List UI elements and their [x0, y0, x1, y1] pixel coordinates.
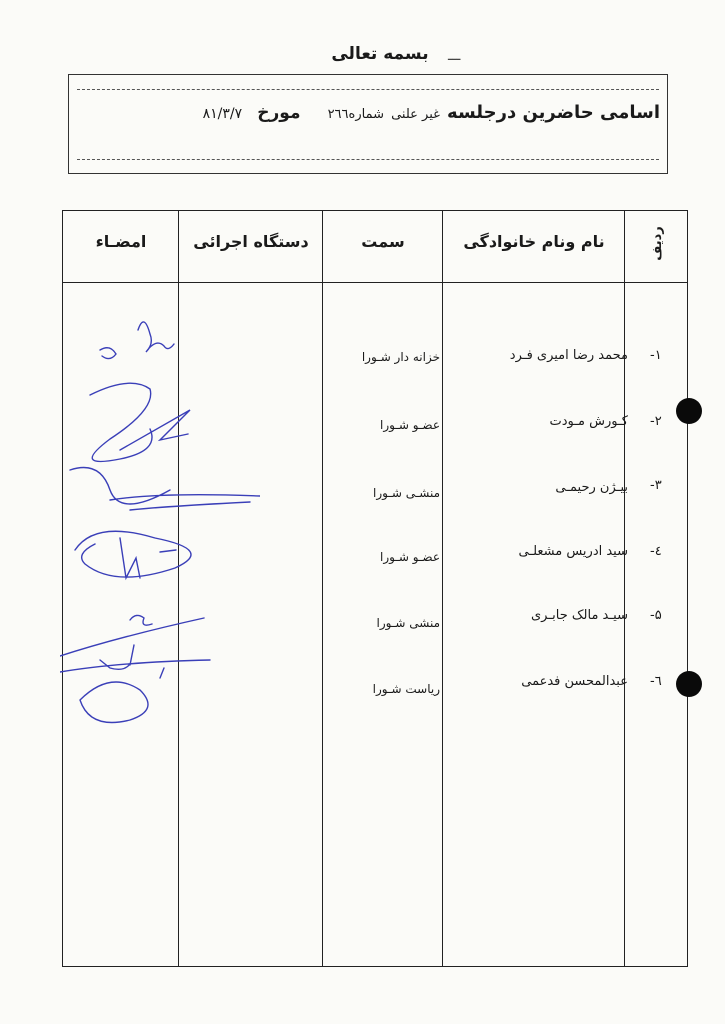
row-number: -۱: [650, 348, 662, 363]
row-number: -٤: [650, 544, 662, 559]
column-divider-name: [442, 210, 443, 967]
column-header-name: نام ونام خانوادگی: [463, 232, 605, 251]
column-divider-role: [322, 210, 323, 967]
title-session-number: شماره۲٦٦: [327, 107, 384, 122]
punch-hole: [676, 398, 702, 424]
heading-mark: ـــ: [448, 48, 461, 64]
row-role: ریاست شـورا: [372, 682, 440, 696]
dashed-line-top: [77, 89, 659, 90]
row-name: بیـژن رحیمـی: [555, 480, 628, 495]
row-number: -۵: [650, 608, 662, 623]
signatures-scribbles: [60, 300, 260, 730]
row-number: -۲: [650, 414, 662, 429]
column-header-agency: دستگاه اجرائی: [193, 232, 309, 251]
row-name: عبدالمحسن فدعمی: [521, 674, 628, 689]
document-heading: بسمه تعالی: [331, 44, 429, 64]
row-role: منشی شـورا: [376, 616, 440, 630]
title-date: ۸۱/۳/۷: [202, 106, 243, 122]
row-role: عضـو شـورا: [380, 550, 440, 564]
row-name: کـورش مـودت: [549, 414, 628, 429]
signature-3: [70, 468, 260, 511]
column-header-row-number: [632, 214, 682, 276]
row-role: خزانه دار شـورا: [361, 350, 440, 364]
column-divider-row: [624, 210, 625, 967]
title-date-label: مورخ: [257, 103, 301, 123]
signature-2: [90, 383, 190, 461]
signature-1: [100, 322, 174, 359]
signature-4: [75, 531, 191, 578]
dashed-line-bottom: [77, 159, 659, 160]
row-role: عضـو شـورا: [380, 418, 440, 432]
row-name: سیـد مالک جابـری: [530, 608, 628, 623]
punch-hole: [676, 671, 702, 697]
signature-5: [60, 615, 210, 672]
row-name: محمد رضا امیری فـرد: [509, 348, 628, 363]
title-session-type: غیر علنی: [391, 107, 440, 122]
row-name: سید ادریس مشعلـی: [518, 544, 628, 559]
column-header-signature: امضـاء: [95, 232, 147, 251]
column-header-row-label: ردیف: [649, 226, 665, 261]
title-main: اسامی حاضرین درجلسه: [447, 102, 660, 123]
signature-6: [80, 645, 164, 723]
row-number: -٦: [650, 674, 662, 689]
row-role: منشـی شـورا: [373, 486, 440, 500]
title-line: [80, 102, 660, 132]
column-header-role: سمت: [361, 232, 405, 251]
header-row-divider: [62, 282, 688, 283]
row-number: -۳: [650, 478, 662, 493]
